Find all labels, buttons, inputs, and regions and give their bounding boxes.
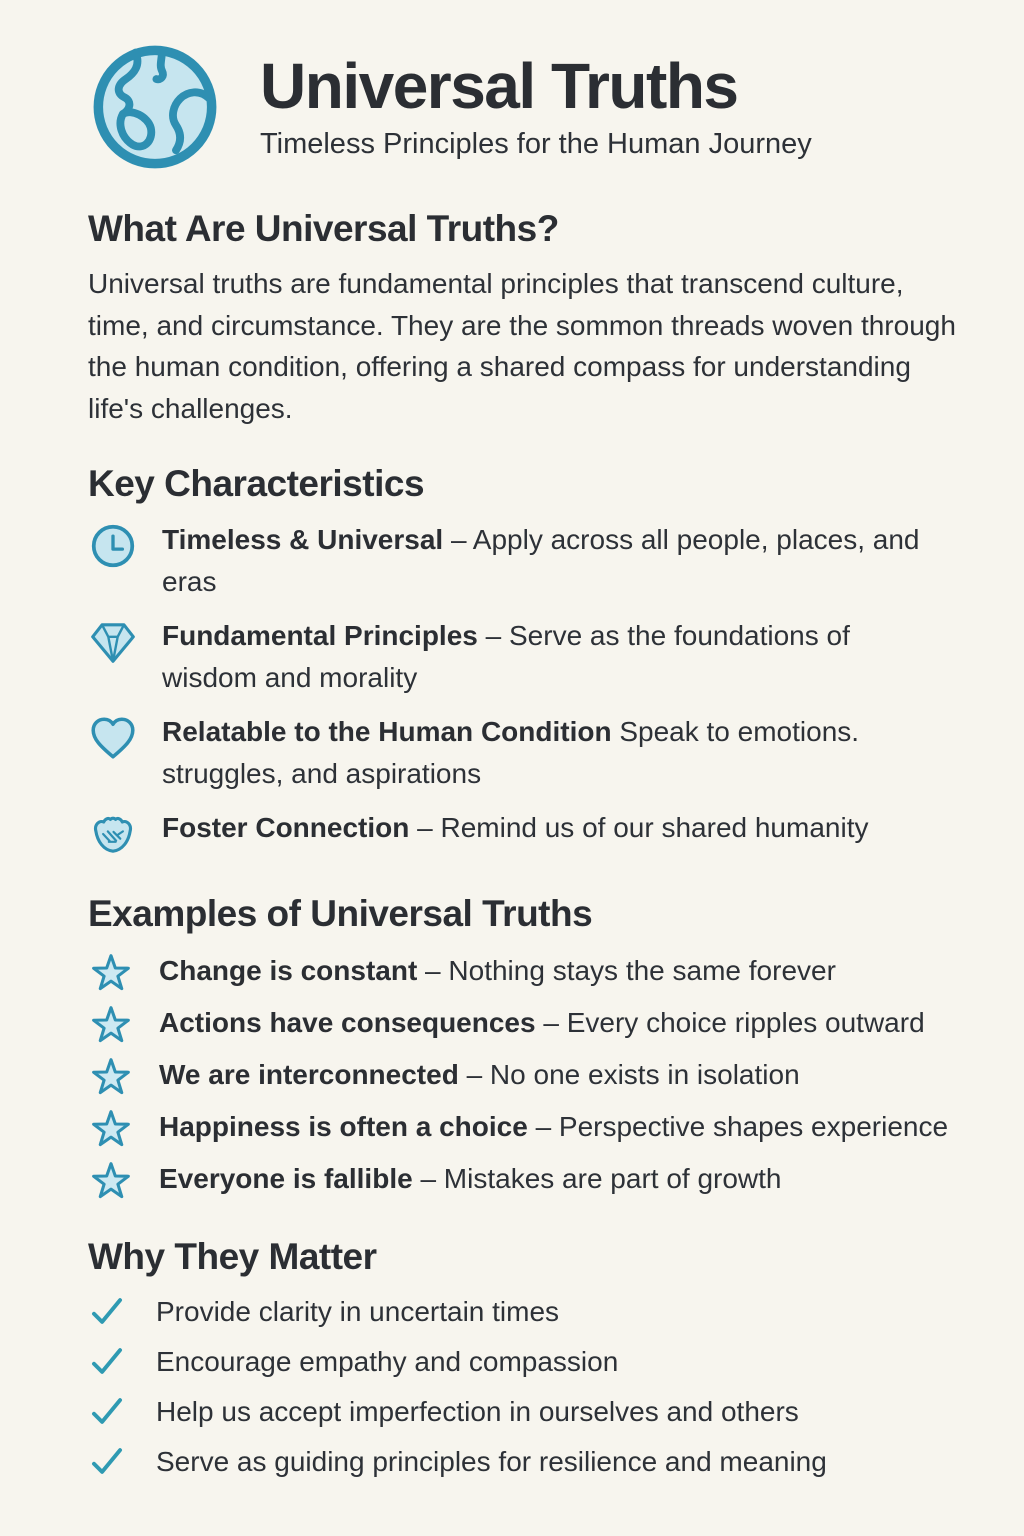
list-item-fundamental-principles <box>88 615 966 699</box>
list-item-text <box>159 1059 800 1091</box>
list-item-we-are-interconnected <box>88 1052 966 1098</box>
list-item-text: Provide clarity in uncertain times <box>156 1296 560 1327</box>
list-item-text <box>159 1007 925 1039</box>
section-examples <box>88 893 966 1202</box>
list-item-change-is-constant <box>88 948 966 994</box>
item-description: – Apply across all people, places, and eras <box>162 523 920 597</box>
characteristics-list <box>88 519 966 859</box>
list-item-everyone-is-fallible <box>88 1156 966 1202</box>
list-item-actions-have-consequences <box>88 1000 966 1046</box>
item-description: – Nothing stays the same forever <box>425 955 836 987</box>
list-item-relatable-human-condition <box>88 711 966 795</box>
item-description: Speak to emotions. struggles, and aspirations <box>162 715 860 789</box>
header <box>88 40 966 174</box>
list-item-timeless-universal <box>88 519 966 603</box>
star-icon <box>88 1104 134 1150</box>
list-item-text <box>162 519 937 603</box>
star-icon <box>88 1000 134 1046</box>
item-title: Timeless & Universal <box>162 523 444 555</box>
list-item-text <box>162 615 937 699</box>
section-what-are-universal-truths <box>88 208 966 429</box>
section-heading: What Are Universal Truths? <box>88 208 559 249</box>
section-why-they-matter <box>88 1236 966 1482</box>
item-title: Foster Connection <box>162 811 410 843</box>
list-item-foster-connection <box>88 807 966 859</box>
check-icon <box>88 1442 129 1483</box>
list-item-text <box>162 807 868 849</box>
item-description: – Mistakes are part of growth <box>420 1163 782 1195</box>
section-heading: Examples of Universal Truths <box>88 892 593 934</box>
header-text <box>260 49 812 161</box>
examples-list <box>88 948 966 1202</box>
handshake-icon <box>88 809 138 859</box>
item-title: Happiness is often a choice <box>159 1111 528 1143</box>
reasons-list <box>88 1292 966 1483</box>
item-description: – No one exists in isolation <box>466 1059 800 1091</box>
list-item-text <box>159 1163 782 1195</box>
item-title: We are interconnected <box>159 1059 459 1091</box>
star-icon <box>88 1052 134 1098</box>
clock-icon <box>88 521 138 571</box>
list-item-provide-clarity <box>88 1292 966 1333</box>
list-item-text <box>162 711 937 795</box>
intro-paragraph: Universal truths are fundamental principles that transcend culture, time, and circumstance. They are the sommon threads woven through the human condition, offering a shared compass for understanding life's challenges. <box>88 268 956 424</box>
item-description: – Perspective shapes experience <box>535 1111 949 1143</box>
check-icon <box>88 1392 129 1433</box>
item-description: – Remind us of our shared humanity <box>417 811 869 843</box>
list-item-accept-imperfection <box>88 1392 966 1433</box>
list-item-text <box>159 955 836 987</box>
diamond-icon <box>88 617 138 667</box>
list-item-text: Help us accept imperfection in ourselves and others <box>156 1396 799 1427</box>
section-key-characteristics <box>88 463 966 858</box>
item-title: Everyone is fallible <box>159 1163 413 1195</box>
check-icon <box>88 1292 129 1333</box>
item-title: Actions have consequences <box>159 1007 536 1039</box>
list-item-text: Encourage empathy and compassion <box>156 1346 619 1377</box>
globe-icon <box>88 40 222 174</box>
list-item-encourage-empathy <box>88 1342 966 1383</box>
item-description: – Every choice ripples outward <box>543 1007 925 1039</box>
star-icon <box>88 948 134 994</box>
item-title: Change is constant <box>159 955 418 987</box>
check-icon <box>88 1342 129 1383</box>
list-item-text: Serve as guiding principles for resilience and meaning <box>156 1446 827 1477</box>
list-item-happiness-is-a-choice <box>88 1104 966 1150</box>
page-subtitle: Timeless Principles for the Human Journey <box>260 128 812 161</box>
item-description: – Serve as the foundations of wisdom and morality <box>162 619 850 693</box>
item-title: Fundamental Principles <box>162 619 478 651</box>
section-heading: Key Characteristics <box>88 463 425 505</box>
heart-icon <box>88 713 138 763</box>
section-heading: Why They Matter <box>88 1236 377 1278</box>
list-item-text <box>159 1111 948 1143</box>
star-icon <box>88 1156 134 1202</box>
page-title: Universal Truths <box>260 49 738 122</box>
list-item-guiding-principles <box>88 1442 966 1483</box>
item-title: Relatable to the Human Condition <box>162 715 612 747</box>
